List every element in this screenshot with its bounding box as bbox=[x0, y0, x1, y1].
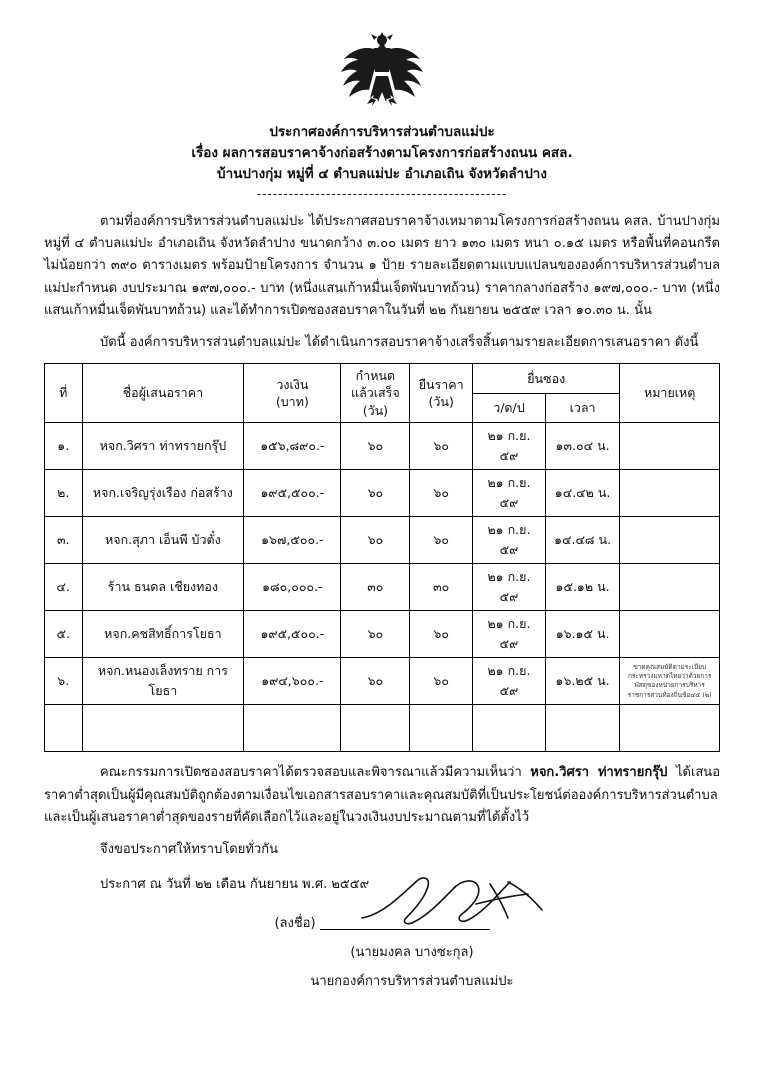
cell-remark bbox=[620, 564, 720, 611]
table-row bbox=[45, 517, 720, 564]
signature-line-row bbox=[44, 912, 720, 933]
cell-time: ๑๖.๒๕ น. bbox=[545, 658, 620, 705]
cell-valid: ๖๐ bbox=[410, 470, 473, 517]
cell-amount: ๑๙๕,๕๐๐.- bbox=[244, 611, 341, 658]
garuda-emblem bbox=[336, 32, 428, 114]
cell-amount: ๑๙๕,๕๐๐.- bbox=[244, 470, 341, 517]
emblem-container bbox=[44, 32, 720, 114]
cell-no: ๕. bbox=[45, 611, 83, 658]
table-row bbox=[45, 423, 720, 470]
signatory-name: (นายมงคล บางซะกุล) bbox=[350, 944, 474, 960]
cell-blank bbox=[244, 705, 341, 752]
closing-paragraph-2: จึงขอประกาศให้ทราบโดยทั่วกัน bbox=[100, 841, 278, 857]
cell-remark bbox=[620, 611, 720, 658]
cell-no: ๖. bbox=[45, 658, 83, 705]
cell-bidder-name: หจก.คชสิทธิ์การโยธา bbox=[82, 611, 244, 658]
cell-blank bbox=[82, 705, 244, 752]
heading-line-1: ประกาศองค์การบริหารส่วนตำบลแม่ปะ bbox=[269, 124, 495, 140]
heading-divider: ----------------------------------------------- bbox=[256, 186, 508, 201]
signature-label: (ลงชื่อ) bbox=[274, 915, 316, 931]
table-row bbox=[45, 564, 720, 611]
header-remark: หมายเหตุ bbox=[620, 363, 720, 423]
header-submit-date: ว/ด/ป bbox=[473, 393, 546, 423]
cell-bidder-name: หจก.หนองเล็งทราย การโยธา bbox=[82, 658, 244, 705]
cell-no: ๑. bbox=[45, 423, 83, 470]
header-valid-label: ยืนราคา bbox=[418, 376, 464, 392]
cell-time: ๑๖.๑๕ น. bbox=[545, 611, 620, 658]
cell-valid: ๖๐ bbox=[410, 658, 473, 705]
cell-blank bbox=[410, 705, 473, 752]
cell-days: ๓๐ bbox=[341, 564, 410, 611]
body-paragraph-2: บัดนี้ องค์การบริหารส่วนตำบลแม่ปะ ได้ดำเนินการสอบราคาจ้างเสร็จสิ้นตามรายละเอียดการเสนอราคา ดังนี้ bbox=[100, 334, 699, 350]
cell-blank bbox=[45, 705, 83, 752]
header-amount-label: วงเงิน bbox=[276, 376, 309, 392]
cell-date: ๒๑ ก.ย. ๕๙ bbox=[473, 611, 546, 658]
header-days-unit: (วัน) bbox=[362, 402, 389, 418]
cell-bidder-name: ร้าน ธนดล เชียงทอง bbox=[82, 564, 244, 611]
cell-date: ๒๑ ก.ย. ๕๙ bbox=[473, 517, 546, 564]
table-header-row-1 bbox=[45, 363, 720, 393]
cell-date: ๒๑ ก.ย. ๕๙ bbox=[473, 564, 546, 611]
signature-underline bbox=[320, 929, 490, 930]
cell-remark bbox=[620, 517, 720, 564]
cell-bidder-name: หจก.วิศรา ท่าทรายกรุ๊ป bbox=[82, 423, 244, 470]
table-row bbox=[45, 611, 720, 658]
header-submission: ยื่นซอง bbox=[473, 363, 620, 393]
cell-time: ๑๔.๔๘ น. bbox=[545, 517, 620, 564]
body-text bbox=[44, 211, 720, 354]
cell-blank bbox=[473, 705, 546, 752]
cell-valid: ๖๐ bbox=[410, 423, 473, 470]
cell-amount: ๑๘๐,๐๐๐.- bbox=[244, 564, 341, 611]
header-days-sub: แล้วเสร็จ bbox=[351, 385, 400, 401]
cell-days: ๖๐ bbox=[341, 611, 410, 658]
cell-no: ๓. bbox=[45, 517, 83, 564]
header-amount-unit: (บาท) bbox=[275, 394, 309, 410]
cell-days: ๖๐ bbox=[341, 423, 410, 470]
closing-paragraph-1 bbox=[44, 762, 720, 829]
header-no: ที่ bbox=[45, 363, 83, 423]
heading-line-2: เรื่อง ผลการสอบราคาจ้างก่อสร้างตามโครงการก่อสร้างถนน คสล. bbox=[191, 144, 573, 161]
cell-amount: ๑๙๔,๖๐๐.- bbox=[244, 658, 341, 705]
cell-date: ๒๑ ก.ย. ๕๙ bbox=[473, 470, 546, 517]
cell-valid: ๓๐ bbox=[410, 564, 473, 611]
table-row bbox=[45, 470, 720, 517]
cell-amount: ๑๕๖,๘๙๐.- bbox=[244, 423, 341, 470]
signature-block bbox=[44, 912, 720, 1032]
header-completion-days bbox=[341, 363, 410, 423]
page-title bbox=[44, 122, 720, 185]
cell-bidder-name: หจก.สุภา เอ็นพี บัวตั๋ง bbox=[82, 517, 244, 564]
winning-bidder-name: หจก.วิศรา ท่าทรายกรุ๊ป bbox=[530, 765, 668, 781]
closing-part-a: คณะกรรมการเปิดซองสอบราคาได้ตรวจสอบและพิจารณาแล้วมีความเห็นว่า bbox=[100, 765, 531, 781]
closing-text bbox=[44, 762, 720, 860]
cell-time: ๑๓.๐๔ น. bbox=[545, 423, 620, 470]
cell-date: ๒๑ ก.ย. ๕๙ bbox=[473, 658, 546, 705]
cell-remark bbox=[620, 423, 720, 470]
heading-line-3: บ้านปางกุ่ม หมู่ที่ ๔ ตำบลแม่ปะ อำเภอเถิน จังหวัดลำปาง bbox=[217, 165, 547, 182]
header-price-validity bbox=[410, 363, 473, 423]
cell-date: ๒๑ ก.ย. ๕๙ bbox=[473, 423, 546, 470]
cell-amount: ๑๖๗,๕๐๐.- bbox=[244, 517, 341, 564]
header-bidder-name: ชื่อผู้เสนอราคา bbox=[82, 363, 244, 423]
table-head bbox=[45, 363, 720, 423]
cell-no: ๒. bbox=[45, 470, 83, 517]
table-row bbox=[45, 658, 720, 705]
signatory-title: นายกองค์การบริหารส่วนตำบลแม่ปะ bbox=[310, 973, 514, 989]
cell-time: ๑๔.๔๒ น. bbox=[545, 470, 620, 517]
header-submit-time: เวลา bbox=[545, 393, 620, 423]
header-valid-unit: (วัน) bbox=[428, 394, 454, 410]
cell-days: ๖๐ bbox=[341, 517, 410, 564]
cell-blank bbox=[620, 705, 720, 752]
cell-no: ๔. bbox=[45, 564, 83, 611]
table-row-blank bbox=[45, 705, 720, 752]
header-days-label: กำหนด bbox=[355, 367, 396, 383]
body-paragraph-1: ตามที่องค์การบริหารส่วนตำบลแม่ปะ ได้ประกาศสอบราคาจ้างเหมาตามโครงการก่อสร้างถนน คสล. บ้านปางกุ่ม หมู่ที่ ๔ ตำบลแม่ปะ อำเภอเถิน จังหวัดลำปาง ขนาดกว้าง ๓.๐๐ เมตร ยาว ๑๓๐ เมตร หนา ๐.๑๕ เมตร หรือพื้นที่คอนกรีตไม่น้อยกว่า ๓๙๐ ตารางเมตร พร้อมป้ายโครงการ จำนวน ๑ ป้าย รายละเอียดตามแบบแปลนขององค์การบริหารส่วนตำบลแม่ปะกำหนด งบประมาณ ๑๙๗,๐๐๐.- บาท (หนึ่งแสนเก้าหมื่นเจ็ดพันบาทถ้วน) ราคากลางก่อสร้าง ๑๙๗,๐๐๐.- บาท (หนึ่งแสนเก้าหมื่นเจ็ดพันบาทถ้วน) และได้ทำการเปิดซองสอบราคาในวันที่ ๒๒ กันยายน ๒๕๕๙ เวลา ๑๐.๓๐ น. นั้น bbox=[44, 213, 720, 319]
cell-blank bbox=[341, 705, 410, 752]
cell-valid: ๖๐ bbox=[410, 611, 473, 658]
table-body bbox=[45, 423, 720, 752]
cell-days: ๖๐ bbox=[341, 470, 410, 517]
announcement-date: ประกาศ ณ วันที่ ๒๒ เดือน กันยายน พ.ศ. ๒๕๕๙ bbox=[100, 876, 370, 892]
cell-valid: ๖๐ bbox=[410, 517, 473, 564]
cell-time: ๑๕.๑๒ น. bbox=[545, 564, 620, 611]
cell-remark: ขาดคุณสมบัติตามระเบียบกระทรวงมหาดไทยว่าด้วยการพัสดุของหน่วยการบริหารราชการส่วนท้องถิ่นข้อ๔๕ (๒) bbox=[620, 658, 720, 705]
bid-results-table bbox=[44, 363, 720, 753]
cell-bidder-name: หจก.เจริญรุ่งเรือง ก่อสร้าง bbox=[82, 470, 244, 517]
header-amount bbox=[244, 363, 341, 423]
cell-blank bbox=[545, 705, 620, 752]
cell-remark bbox=[620, 470, 720, 517]
cell-days: ๖๐ bbox=[341, 658, 410, 705]
closing-part-b: ได้เสนอราคาต่ำสุดเป็นผู้มีคุณสมบัติถูกต้องตามเงื่อนไขเอกสารสอบราคาและคุณสมบัติที่เป็นประโยชน์ต่อองค์การบริหารส่วนตำบลและเป็นผู้เสนอราคาต่ำสุดของรายที่คัดเลือกไว้และอยู่ในวงเงินงบประมาณตามที่ได้ตั้งไว้ bbox=[44, 765, 720, 826]
